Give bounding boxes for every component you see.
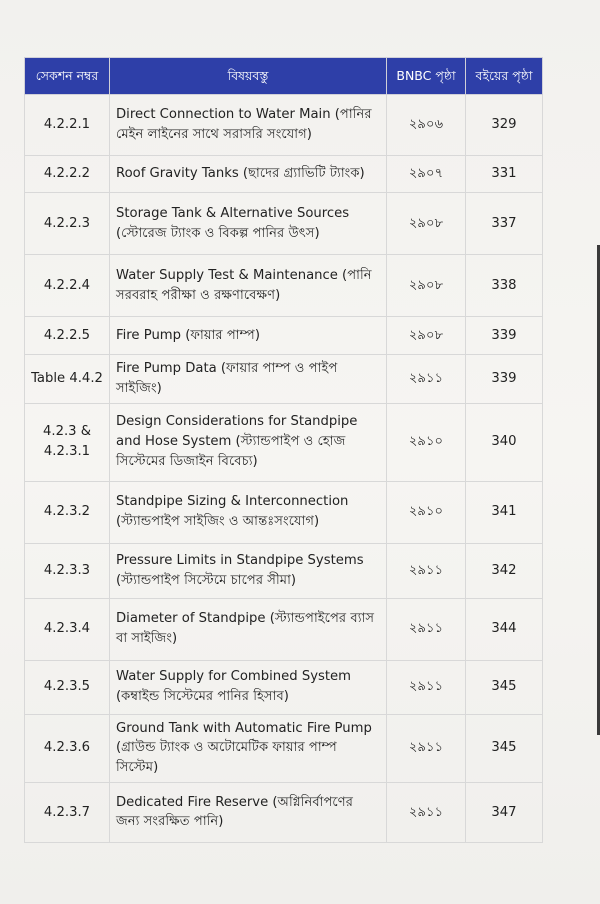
book-page-cell: 344 — [466, 598, 543, 660]
book-page-cell: 342 — [466, 543, 543, 598]
bnbc-page-cell: ২৯০৮ — [387, 255, 466, 317]
bnbc-page-cell: ২৯০৭ — [387, 156, 466, 193]
topic-cell: Dedicated Fire Reserve (অগ্নিনির্বাপণের জন্য সংরক্ষিত পানি) — [110, 782, 387, 842]
table-row — [25, 317, 543, 355]
bnbc-page-cell: ২৯১১ — [387, 660, 466, 714]
book-page-cell: 339 — [466, 317, 543, 355]
topic-cell: Design Considerations for Standpipe and Hose System (স্ট্যান্ডপাইপ ও হোজ সিস্টেমের ডিজাইন বিবেচ্য) — [110, 403, 387, 481]
bnbc-page-cell: ২৯১১ — [387, 782, 466, 842]
topic-cell: Fire Pump (ফায়ার পাম্প) — [110, 317, 387, 355]
book-page-cell: 338 — [466, 255, 543, 317]
section-cell: 4.2.3 & 4.2.3.1 — [25, 403, 110, 481]
topic-cell: Storage Tank & Alternative Sources (স্টোরেজ ট্যাংক ও বিকল্প পানির উৎস) — [110, 193, 387, 255]
table-header-row — [25, 58, 543, 95]
bnbc-page-cell: ২৯১১ — [387, 714, 466, 782]
topic-cell: Water Supply for Combined System (কম্বাইন্ড সিস্টেমের পানির হিসাব) — [110, 660, 387, 714]
bnbc-page-cell: ২৯১১ — [387, 543, 466, 598]
section-cell: 4.2.3.5 — [25, 660, 110, 714]
table-row — [25, 355, 543, 404]
table-row — [25, 543, 543, 598]
contents-table — [24, 57, 543, 843]
section-cell: 4.2.2.3 — [25, 193, 110, 255]
section-cell: 4.2.3.2 — [25, 481, 110, 543]
bnbc-page-cell: ২৯১১ — [387, 355, 466, 404]
book-page-cell: 341 — [466, 481, 543, 543]
table-row — [25, 403, 543, 481]
topic-cell: Diameter of Standpipe (স্ট্যান্ডপাইপের ব্যাস বা সাইজিং) — [110, 598, 387, 660]
book-page-cell: 345 — [466, 714, 543, 782]
section-cell: 4.2.3.4 — [25, 598, 110, 660]
book-page-cell: 337 — [466, 193, 543, 255]
section-cell: 4.2.2.5 — [25, 317, 110, 355]
bnbc-page-cell: ২৯১০ — [387, 481, 466, 543]
header-book-page: বইয়ের পৃষ্ঠা — [466, 58, 543, 95]
table-row — [25, 598, 543, 660]
book-page-cell: 345 — [466, 660, 543, 714]
table-row — [25, 660, 543, 714]
table-row — [25, 156, 543, 193]
header-bnbc-page: BNBC পৃষ্ঠা — [387, 58, 466, 95]
book-page-cell: 331 — [466, 156, 543, 193]
section-cell: 4.2.2.2 — [25, 156, 110, 193]
header-section: সেকশন নম্বর — [25, 58, 110, 95]
section-cell: 4.2.3.6 — [25, 714, 110, 782]
table-row — [25, 193, 543, 255]
table-row — [25, 95, 543, 156]
section-cell: 4.2.3.7 — [25, 782, 110, 842]
topic-cell: Ground Tank with Automatic Fire Pump (গ্রাউন্ড ট্যাংক ও অটোমেটিক ফায়ার পাম্প সিস্টেম) — [110, 714, 387, 782]
topic-cell: Fire Pump Data (ফায়ার পাম্প ও পাইপ সাইজিং) — [110, 355, 387, 404]
topic-cell: Standpipe Sizing & Interconnection (স্ট্যান্ডপাইপ সাইজিং ও আন্তঃসংযোগ) — [110, 481, 387, 543]
book-page-cell: 340 — [466, 403, 543, 481]
bnbc-page-cell: ২৯০৮ — [387, 317, 466, 355]
table-row — [25, 782, 543, 842]
header-topic: বিষয়বস্তু — [110, 58, 387, 95]
topic-cell: Water Supply Test & Maintenance (পানি সরবরাহ পরীক্ষা ও রক্ষণাবেক্ষণ) — [110, 255, 387, 317]
bnbc-page-cell: ২৯০৬ — [387, 95, 466, 156]
topic-cell: Direct Connection to Water Main (পানির মেইন লাইনের সাথে সরাসরি সংযোগ) — [110, 95, 387, 156]
table-row — [25, 481, 543, 543]
section-cell: 4.2.2.4 — [25, 255, 110, 317]
section-cell: 4.2.2.1 — [25, 95, 110, 156]
table-row — [25, 714, 543, 782]
table-row — [25, 255, 543, 317]
book-page-cell: 339 — [466, 355, 543, 404]
bnbc-page-cell: ২৯১০ — [387, 403, 466, 481]
topic-cell: Roof Gravity Tanks (ছাদের গ্র্যাভিটি ট্যাংক) — [110, 156, 387, 193]
section-cell: 4.2.3.3 — [25, 543, 110, 598]
topic-cell: Pressure Limits in Standpipe Systems (স্ট্যান্ডপাইপ সিস্টেমে চাপের সীমা) — [110, 543, 387, 598]
book-page-cell: 347 — [466, 782, 543, 842]
section-cell: Table 4.4.2 — [25, 355, 110, 404]
book-page-cell: 329 — [466, 95, 543, 156]
bnbc-page-cell: ২৯১১ — [387, 598, 466, 660]
bnbc-page-cell: ২৯০৮ — [387, 193, 466, 255]
